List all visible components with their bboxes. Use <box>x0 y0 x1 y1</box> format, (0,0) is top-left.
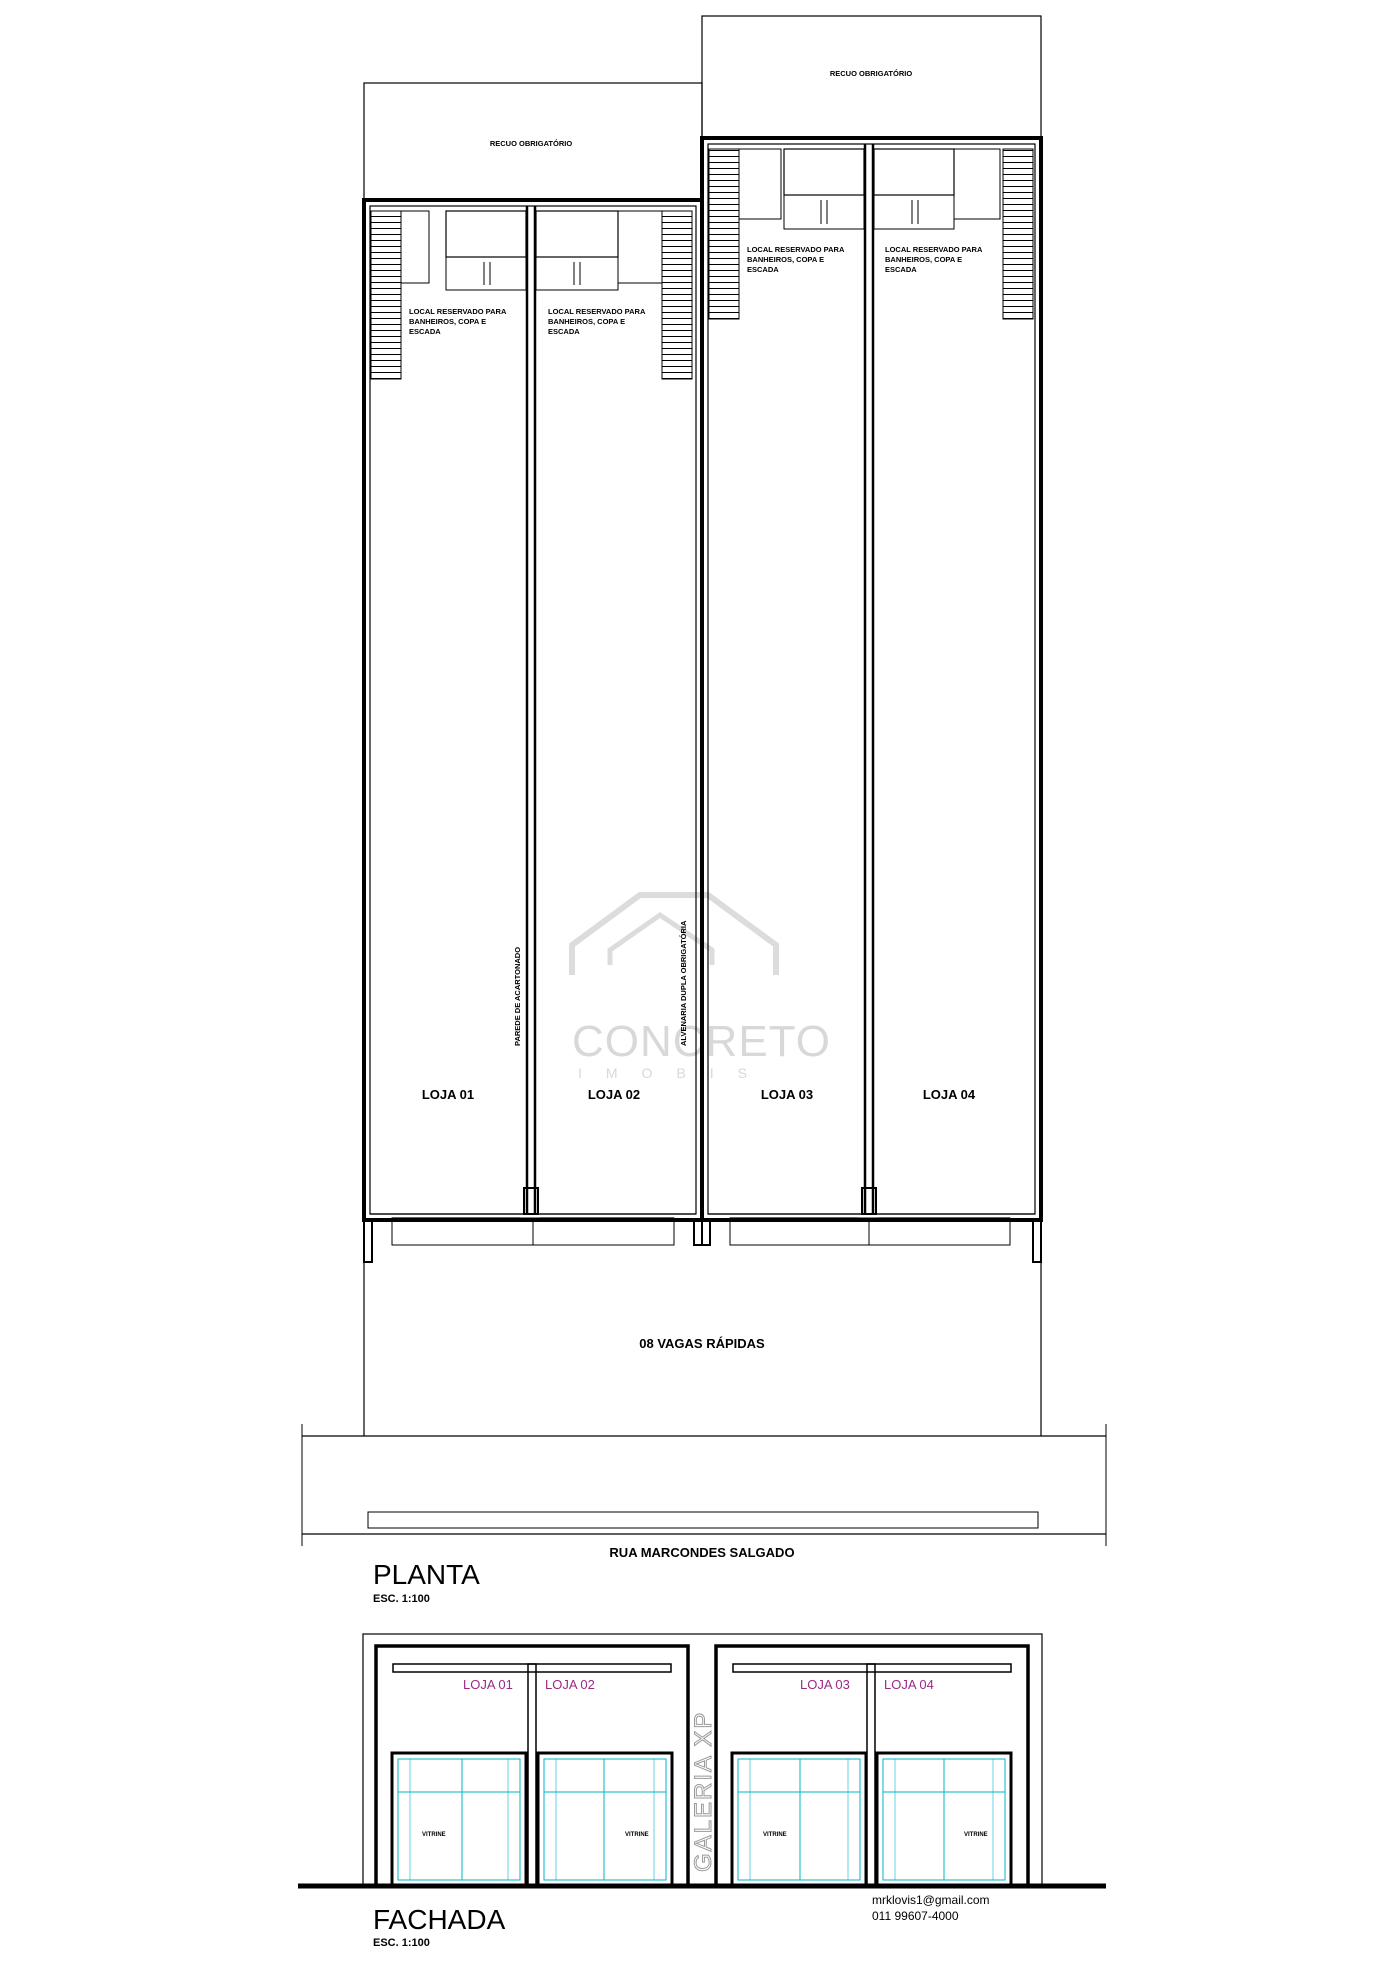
block-left <box>364 200 702 1262</box>
facade-store-loja04: LOJA 04 <box>884 1677 934 1692</box>
service-area-loja01 <box>371 211 526 379</box>
reserved-note-loja01 <box>409 307 507 336</box>
watermark-brand: CONCRETO <box>572 1017 831 1066</box>
window-label: VITRINE <box>625 1832 649 1838</box>
plan-store-loja01: LOJA 01 <box>421 1087 475 1102</box>
parking-label: 08 VAGAS RÁPIDAS <box>639 1336 765 1351</box>
plan-store-loja02: LOJA 02 <box>587 1087 641 1102</box>
reserved-line1: LOCAL RESERVADO PARA <box>409 307 507 316</box>
service-area-loja04 <box>874 149 1033 319</box>
street-label: RUA MARCONDES SALGADO <box>609 1545 795 1560</box>
shop-window-loja03 <box>732 1753 866 1886</box>
service-area-loja03 <box>709 149 864 319</box>
shop-window-loja02 <box>538 1753 672 1886</box>
plan-store-loja03: LOJA 03 <box>760 1087 814 1102</box>
setback-left-label: RECUO OBRIGATÓRIO <box>489 139 573 148</box>
watermark-sub: IMOBIS <box>578 1065 772 1081</box>
setback-right-label: RECUO OBRIGATÓRIO <box>829 69 913 78</box>
reserved-line2: BANHEIROS, COPA E <box>409 317 487 326</box>
setback-left <box>364 83 702 200</box>
reserved-line3: ESCADA <box>747 265 779 274</box>
gallery-name: GALERIA XP <box>690 1710 717 1872</box>
sidewalk <box>302 1424 1106 1546</box>
plan-title: PLANTA <box>373 1559 480 1590</box>
facade-store-loja02: LOJA 02 <box>545 1677 595 1692</box>
reserved-line3: ESCADA <box>409 327 441 336</box>
window-label: VITRINE <box>422 1832 446 1838</box>
reserved-line3: ESCADA <box>885 265 917 274</box>
reserved-line1: LOCAL RESERVADO PARA <box>885 245 983 254</box>
plan-store-loja04: LOJA 04 <box>922 1087 976 1102</box>
reserved-line2: BANHEIROS, COPA E <box>548 317 626 326</box>
partition-label: PAREDE DE ACARTONADO <box>513 946 522 1046</box>
reserved-line2: BANHEIROS, COPA E <box>885 255 963 264</box>
block-right <box>702 138 1041 1262</box>
facade-store-loja01: LOJA 01 <box>463 1677 513 1692</box>
reserved-line1: LOCAL RESERVADO PARA <box>548 307 646 316</box>
shop-window-loja04 <box>877 1753 1011 1886</box>
reserved-note-loja04 <box>885 245 983 274</box>
reserved-line2: BANHEIROS, COPA E <box>747 255 825 264</box>
facade-title: FACHADA <box>373 1904 506 1935</box>
double-wall-label: ALVENARIA DUPLA OBRIGATÓRIA <box>679 920 688 1046</box>
window-label: VITRINE <box>964 1832 988 1838</box>
reserved-line3: ESCADA <box>548 327 580 336</box>
reserved-note-loja02 <box>548 307 646 336</box>
setback-right <box>702 16 1041 138</box>
contact-phone: 011 99607-4000 <box>872 1909 959 1923</box>
parking-area <box>364 1262 1041 1436</box>
reserved-line1: LOCAL RESERVADO PARA <box>747 245 845 254</box>
reserved-note-loja03 <box>747 245 845 274</box>
service-area-loja02 <box>536 211 692 379</box>
contact-email: mrklovis1@gmail.com <box>872 1893 990 1907</box>
shop-window-loja01 <box>392 1753 526 1886</box>
window-label: VITRINE <box>763 1832 787 1838</box>
facade-store-loja03: LOJA 03 <box>800 1677 850 1692</box>
plan-scale: ESC. 1:100 <box>373 1593 430 1605</box>
facade-scale: ESC. 1:100 <box>373 1937 430 1949</box>
